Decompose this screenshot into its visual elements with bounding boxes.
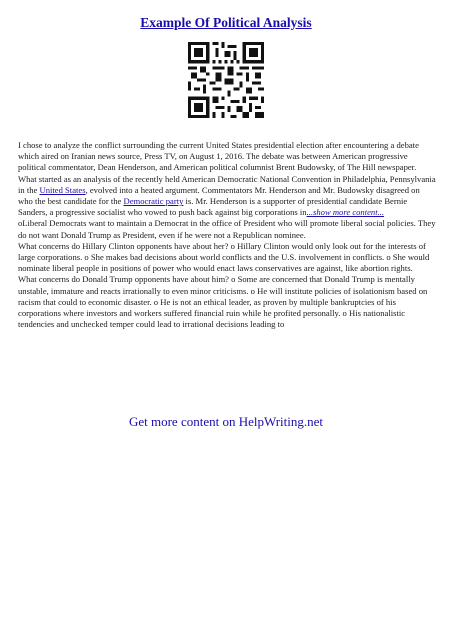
paragraph-liberal-democrats: oLiberal Democrats want to maintain a Democrat in the office of President who will promote liberal social policies. They do not want Donald Trump as President, even if he were not a Republican nominee. <box>18 218 436 240</box>
article-body <box>18 140 436 330</box>
document-title[interactable]: Example Of Political Analysis <box>140 15 312 30</box>
intro-text-c: is. Mr. Henderson is a supporter of presidential candidate Bernie Sanders, a progressive socialist who vowed to push back against big corporations in <box>18 196 408 218</box>
intro-text-a: I chose to analyze the conflict surrounding the current United States presidential election after encountering a debate which aired on Iranian news source, Press TV, on August 1, 2016. The debate was between American progressive political commentator, Dean Henderson, and American political columnist Brent Budowsky, of The Hill newspaper. What started as an analysis of the recently held American Democratic National Convention in Philadelphia, Pennsylvania in the <box>18 140 436 195</box>
paragraph-trump-concerns: What concerns do Donald Trump opponents have about him? o Some are concerned that Donald Trump is mentally unstable, immature and reacts irrationally to even minor criticisms. o He will institute policies of isolationism based on racism that could to economic disaster. o He is not an ethical leader, as proven by multiple bankruptcies of his corporations where investors and workers suffered financial ruin while he profited personally. o His nationalistic tendencies and unchecked temper could lead to irrational decisions leading to <box>18 274 428 330</box>
paragraph-intro <box>18 140 436 218</box>
qr-code-icon <box>188 42 264 118</box>
intro-text-b: , evolved into a heated argument. Commentators Mr. Henderson and Mr. Budowsky disagreed on who the best candidate for the <box>18 184 420 207</box>
link-united-states[interactable]: United States <box>39 184 86 195</box>
show-more-link[interactable]: ...show more content... <box>306 207 385 218</box>
helpwriting-link[interactable]: Get more content on HelpWriting.net <box>128 414 324 429</box>
paragraph-clinton-concerns: What concerns do Hillary Clinton opponents have about her? o Hillary Clinton would only look out for the interests of large corporations. o She makes bad decisions about world conflicts and the U.S. involvement in conflicts. o She would nominate liberal people in positions of power who would enact laws conservatives are against, like abortion rights. <box>18 240 430 274</box>
link-democratic-party[interactable]: Democratic party <box>123 196 184 207</box>
